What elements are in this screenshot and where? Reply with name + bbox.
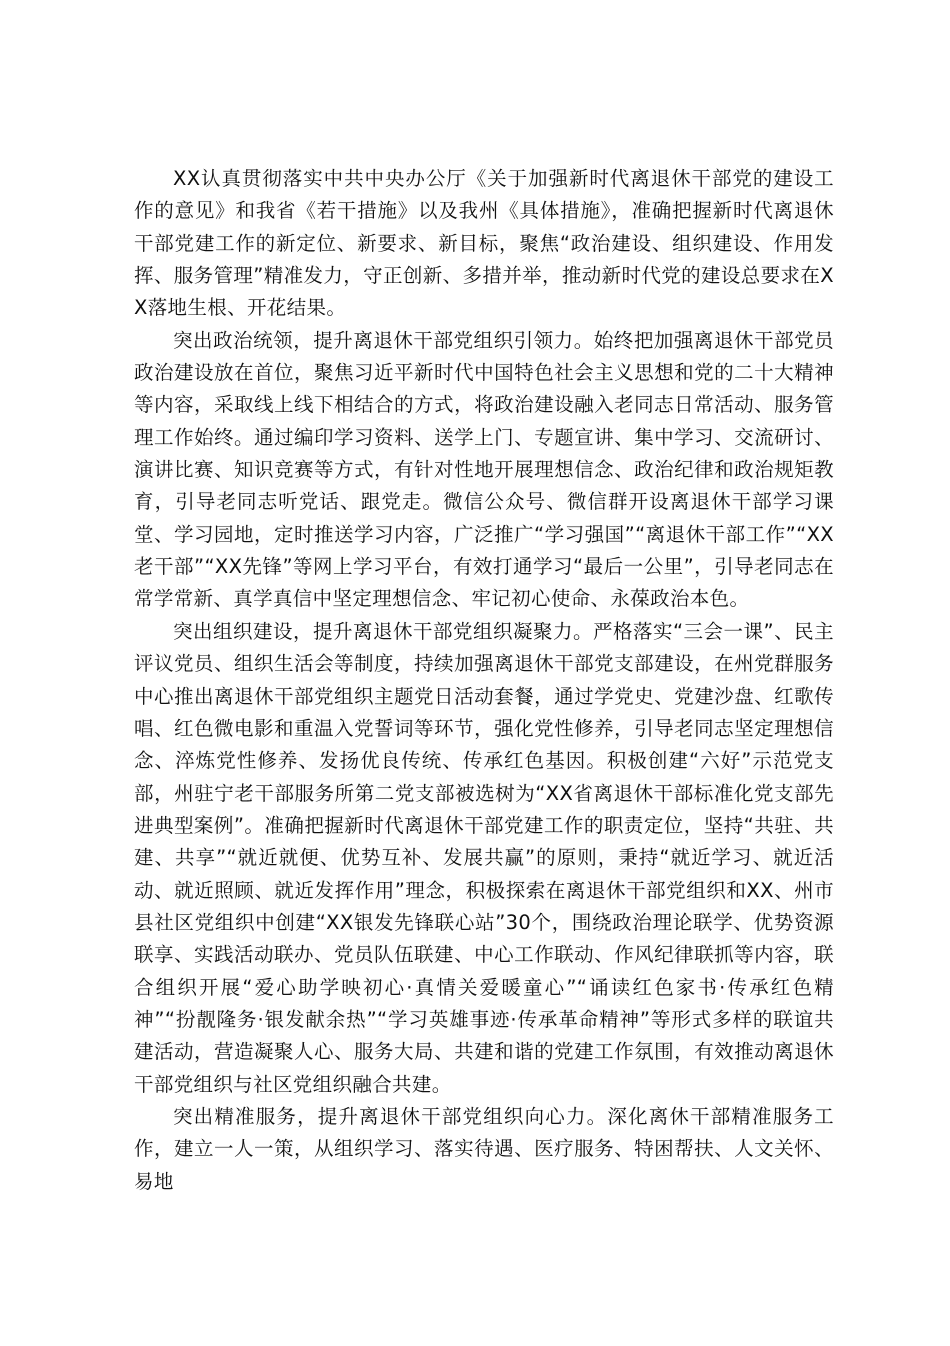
paragraph-text: 严格落实“三会一课”、民主评议党员、组织生活会等制度，持续加强离退休干部党支部建设，在州党群服务中心推出离退休干部党组织主题党日活动套餐，通过学党史、党建沙盘、红歌传唱、红色微电影和重温入党誓词等环节，强化党性修养，引导老同志坚定理想信念、淬炼党性修养、发扬优良传统、传承红色基因。积极创建“六好”示范党支部，州驻宁老干部服务所第二党支部被选树为“XX省离退休干部标准化党支部先进典型案例”。准确把握新时代离退休干部党建工作的职责定位，坚持“共驻、共建、共享”“就近就便、优势互补、发展共赢”的原则，秉持“就近学习、就近活动、就近照顾、就近发挥作用”理念，积极探索在离退休干部党组织和XX、州市县社区党组织中创建“XX银发先锋联心站”30个，围绕政治理论联学、优势资源联享、实践活动联办、党员队伍联建、中心工作联动、作风纪律联抓等内容，联合组织开展“爱心助学映初心·真情关爱暖童心”“诵读红色家书·传承红色精神”“扮靓隆务·银发献余热”“学习英雄事迹·传承革命精神”等形式多样的联谊共建活动，营造凝聚人心、服务大局、共建和谐的党建工作氛围，有效推动离退休干部党组织与社区党组织融合共建。	[134, 619, 834, 1096]
paragraph-lead: 突出政治统领，提升离退休干部党组织引领力。	[173, 328, 594, 352]
paragraph-lead: 突出组织建设，提升离退休干部党组织凝聚力。	[173, 619, 593, 643]
paragraph-text: XX认真贯彻落实中共中央办公厅《关于加强新时代离退休干部党的建设工作的意见》和我省《若干措施》以及我州《具体措施》，准确把握新时代离退休干部党建工作的新定位、新要求、新目标，聚焦“政治建设、组织建设、作用发挥、服务管理”精准发力，守正创新、多措并举，推动新时代党的建设总要求在XX落地生根、开花结果。	[134, 167, 834, 320]
paragraph-intro	[134, 163, 834, 325]
paragraph-text: 深化离休干部精准服务工作，建立一人一策，从组织学习、落实待遇、医疗服务、特困帮扶、人文关怀、易地	[134, 1104, 834, 1193]
paragraph-organization-building	[134, 616, 834, 1101]
paragraph-political-leadership	[134, 325, 834, 616]
paragraph-precise-service	[134, 1101, 834, 1198]
document-body	[134, 163, 834, 1198]
paragraph-text: 始终把加强离退休干部党员政治建设放在首位，聚焦习近平新时代中国特色社会主义思想和党的二十大精神等内容，采取线上线下相结合的方式，将政治建设融入老同志日常活动、服务管理工作始终。通过编印学习资料、送学上门、专题宣讲、集中学习、交流研讨、演讲比赛、知识竞赛等方式，有针对性地开展理想信念、政治纪律和政治规矩教育，引导老同志听党话、跟党走。微信公众号、微信群开设离退休干部学习课堂、学习园地，定时推送学习内容，广泛推广“学习强国”“离退休干部工作”“XX老干部”“XX先锋”等网上学习平台，有效打通学习“最后一公里”，引导老同志在常学常新、真学真信中坚定理想信念、牢记初心使命、永葆政治本色。	[134, 328, 834, 611]
paragraph-lead: 突出精准服务，提升离退休干部党组织向心力。	[173, 1104, 608, 1128]
